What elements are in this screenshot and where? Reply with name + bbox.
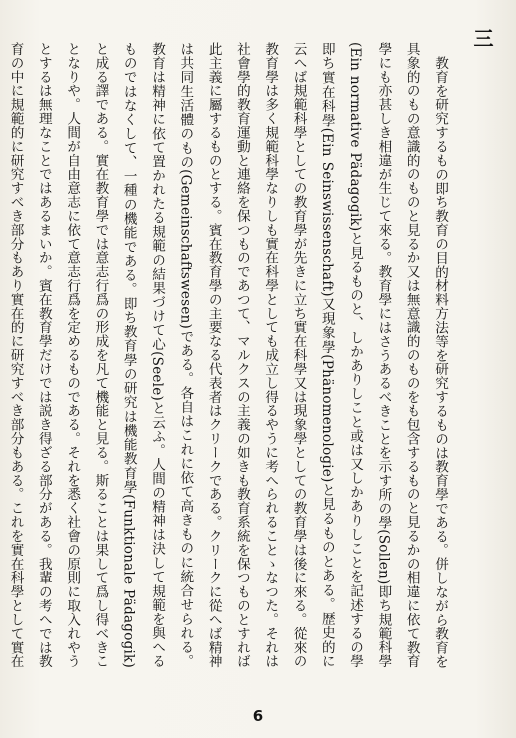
paragraph: 教育を研究するもの即ち教育の目的材料方法等を研究するものは教育學である。併しながら教育を具象的のもの意識的のものと見るか又は無意識的のものをも包含するものと見るかの相違に依て教育學にも亦甚しき相違が生じて來る。教育學にはさうあるべきことを示す所の學(Sollen)即ち規範科學(Ein normative Pädagogik)と見るものと、しかありしこと或は又しかありしことを記述するの學即ち實在科學(Ein Seinswissenschaft)又現象學(Phänomenologie)と見るものとある。歴史的に云へば規範科學としての教育學が先きに立ち實在科學又は現象學としての教育學は後に來る。從來の教育學は多く規範科學なりしも實在科學としても成立し得るやうに考へられることゝなつた。それは社會學的教育運動と連絡を保つものであつて、マルクスの主義の如きも教育系統を保つものとすれば此主義に屬するものとする。賓在教育學の主要なる代表者はクリークである。クリークに從へば精神は共同生活體のもの(Gemeinschaftswesen)である。各自はこれに依て高きものに統合せられる。教育は精神に依て置かれたる規範の結果づけて心(Seele)と云ふ。人間の精神は決して規範を與へるものではなくして、一種の機能である。即ち教育學の研究は機能教育學(Funktionale Pädagogik)と成る譯である。實在教育學では意志行爲の形成を凡て機能と見る。斯ることは果して爲し得べきことなりや。人間が自由意志に依て意志行爲を定めるものである。それを悉く社會の原則に取入れやうとするは無理なことではあるまいか。賓在教育學だけでは説き得ざる部分がある。我輩の考へでは教育の中に規範的に研究すべき部分もあり實在的に研究すべき部分もある。これを實在科學として實在 (7, 42, 448, 668)
page-number: 6 (252, 707, 264, 725)
body-text (7, 42, 454, 668)
section-heading: 三 (470, 28, 494, 48)
